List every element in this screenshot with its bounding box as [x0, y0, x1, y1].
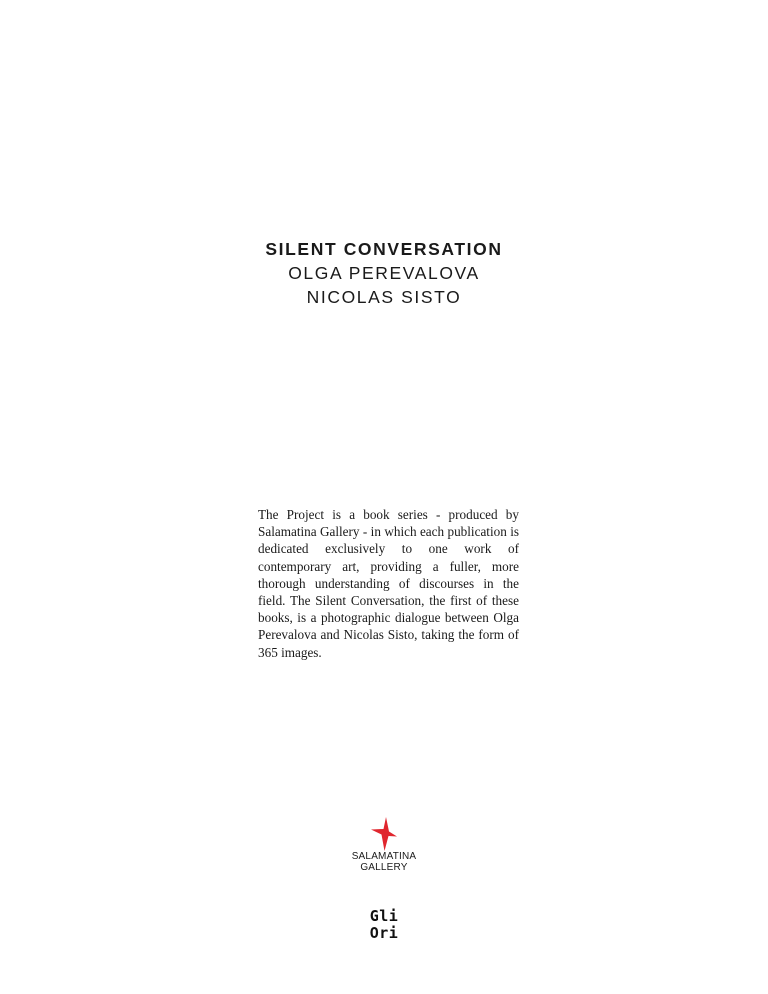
project-description: The Project is a book series - produced by Salamatina Gallery - in which each publication is dedicated exclusively to one work of contemporary art, providing a fuller, more thorough understanding of discourses in the field. The Silent Conversation, the first of these books, is a photographic dialogue between Olga Perevalova and Nicolas Sisto, taking the form of 365 images. — [258, 507, 519, 660]
salamatina-gallery-logo — [334, 817, 434, 873]
title-block — [0, 237, 768, 309]
gallery-name-line2: GALLERY — [360, 862, 408, 873]
artist-name-2: NICOLAS SISTO — [306, 287, 462, 307]
red-bird-icon — [369, 817, 399, 851]
book-title: SILENT CONVERSATION — [265, 239, 503, 259]
publisher-line2: Ori — [369, 924, 399, 942]
publisher-line1: Gli — [369, 907, 399, 925]
gli-ori-publisher-logo — [360, 908, 408, 942]
artist-name-1: OLGA PEREVALOVA — [288, 263, 480, 283]
gallery-name-line1: SALAMATINA — [351, 851, 417, 862]
